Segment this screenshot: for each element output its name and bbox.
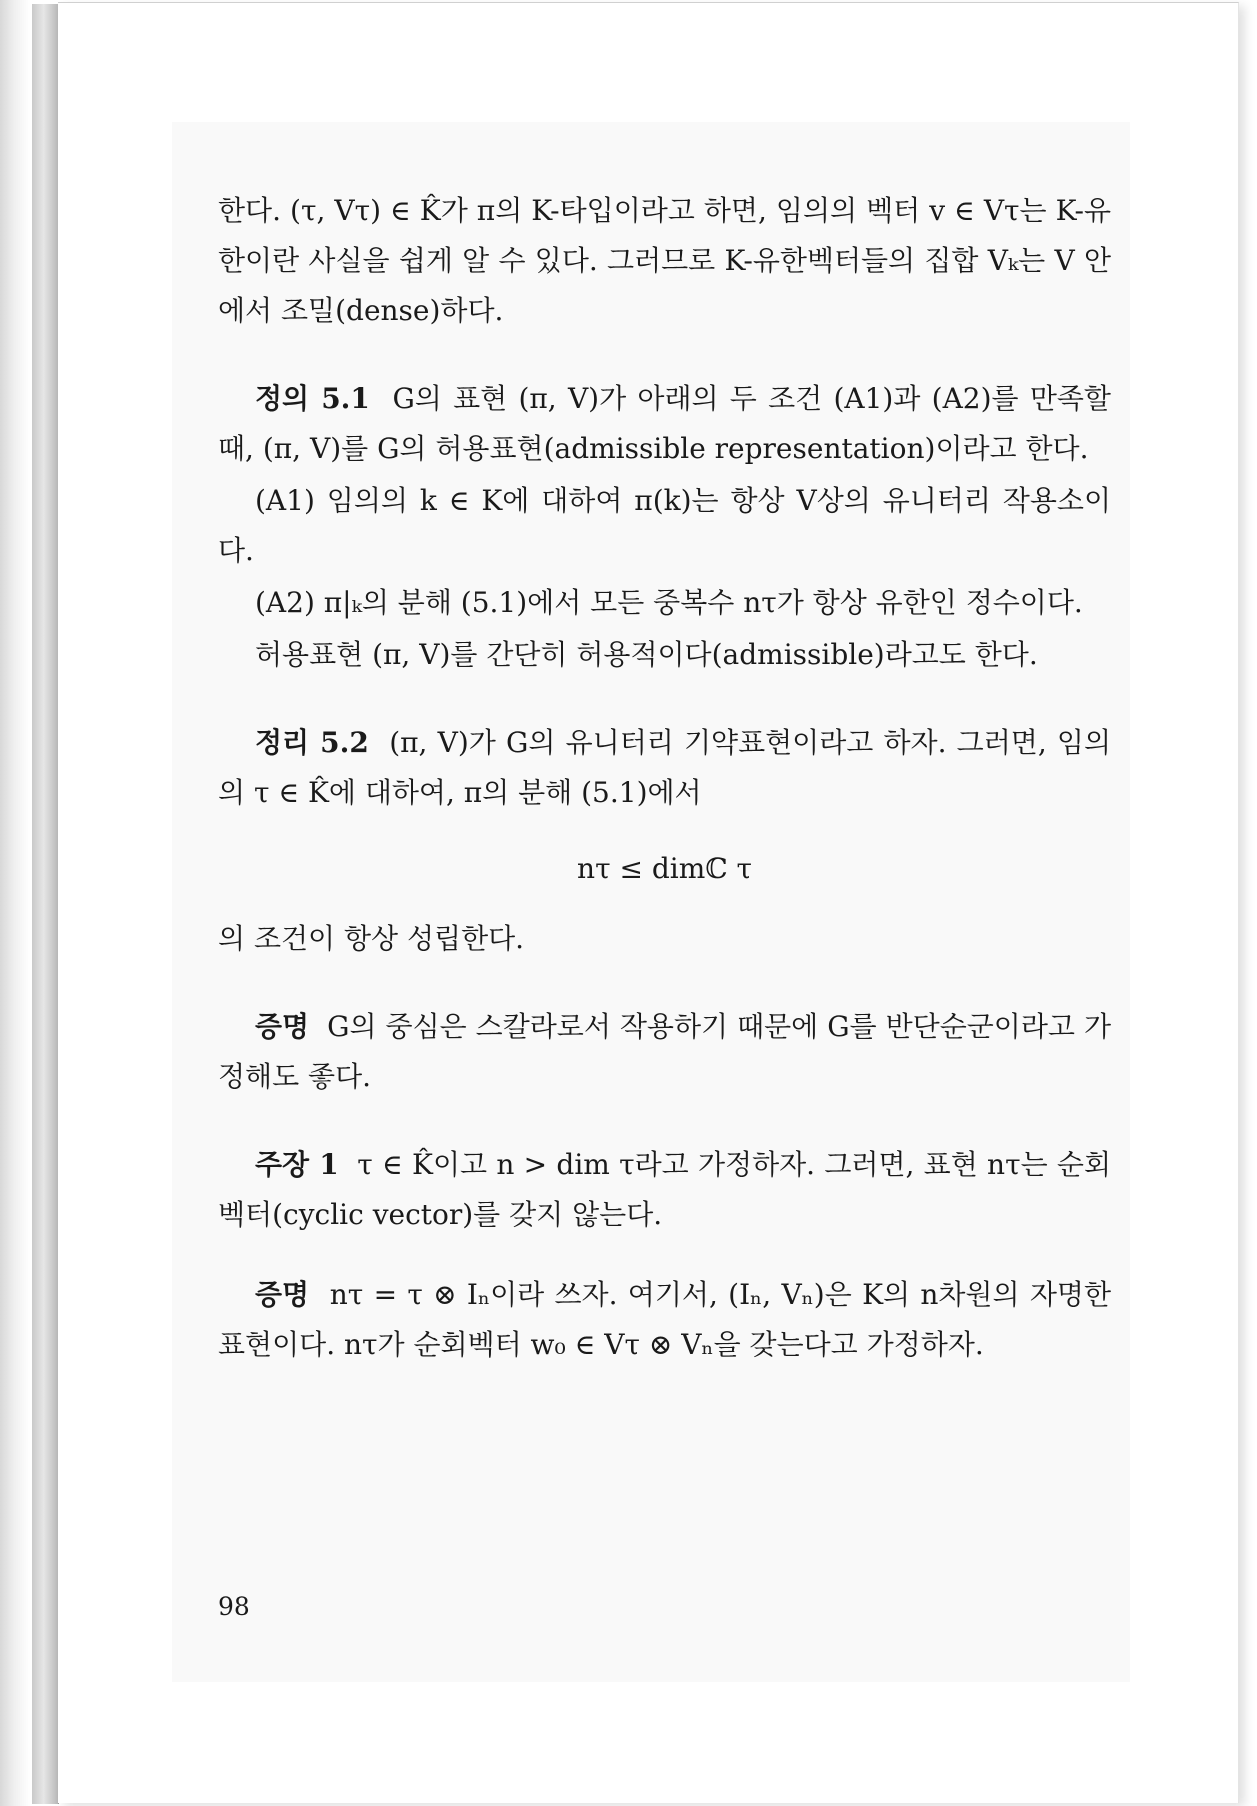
claim-text: τ ∈ K̂이고 n > dim τ라고 가정하자. 그러면, 표현 nτ는 순회벡터(cyclic vector)를 갖지 않는다. bbox=[218, 1148, 1111, 1231]
intro-paragraph: 한다. (τ, Vτ) ∈ K̂가 π의 K-타입이라고 하면, 임의의 벡터 v ∈ Vτ는 K-유한이란 사실을 쉽게 알 수 있다. 그러므로 K-유한벡터들의 집합 Vₖ는 V 안에서 조밀(dense)하다. bbox=[218, 194, 1111, 327]
condition-a1-paragraph: (A1) 임의의 k ∈ K에 대하여 π(k)는 항상 V상의 유니터리 작용소이다. bbox=[218, 484, 1111, 567]
page-number: 98 bbox=[218, 1592, 250, 1621]
definition-paragraph bbox=[218, 374, 1111, 474]
claim-label: 주장 1 bbox=[255, 1148, 339, 1181]
theorem-paragraph bbox=[218, 718, 1111, 818]
theorem-text: (π, V)가 G의 유니터리 기약표현이라고 하자. 그러면, 임의의 τ ∈ K̂에 대하여, π의 분해 (5.1)에서 bbox=[218, 726, 1111, 809]
proof-label: 증명 bbox=[255, 1010, 310, 1043]
proof-text: G의 중심은 스칼라로서 작용하기 때문에 G를 반단순군이라고 가정해도 좋다. bbox=[218, 1010, 1111, 1093]
display-equation: nτ ≤ dimℂ τ bbox=[577, 852, 752, 885]
claim-proof-label: 증명 bbox=[255, 1278, 310, 1311]
page-body bbox=[218, 186, 1111, 1370]
claim-proof-paragraph bbox=[218, 1270, 1111, 1370]
claim-paragraph bbox=[218, 1140, 1111, 1240]
book-spine bbox=[32, 4, 59, 1804]
definition-label: 정의 5.1 bbox=[255, 382, 370, 415]
definition-text: G의 표현 (π, V)가 아래의 두 조건 (A1)과 (A2)를 만족할 때, (π, V)를 G의 허용표현(admissible representation)이라고 한다. bbox=[218, 382, 1111, 465]
theorem-label: 정리 5.2 bbox=[255, 726, 369, 759]
condition-a2-paragraph: (A2) π|ₖ의 분해 (5.1)에서 모든 중복수 nτ가 항상 유한인 정수이다. bbox=[255, 586, 1083, 619]
claim-proof-text: nτ = τ ⊗ Iₙ이라 쓰자. 여기서, (Iₙ, Vₙ)은 K의 n차원의 자명한 표현이다. nτ가 순회벡터 w₀ ∈ Vτ ⊗ Vₙ을 갖는다고 가정하자. bbox=[218, 1278, 1111, 1361]
admissible-note-paragraph: 허용표현 (π, V)를 간단히 허용적이다(admissible)라고도 한다. bbox=[255, 638, 1038, 671]
theorem-conclusion-paragraph: 의 조건이 항상 성립한다. bbox=[218, 922, 525, 955]
proof-paragraph bbox=[218, 1002, 1111, 1102]
